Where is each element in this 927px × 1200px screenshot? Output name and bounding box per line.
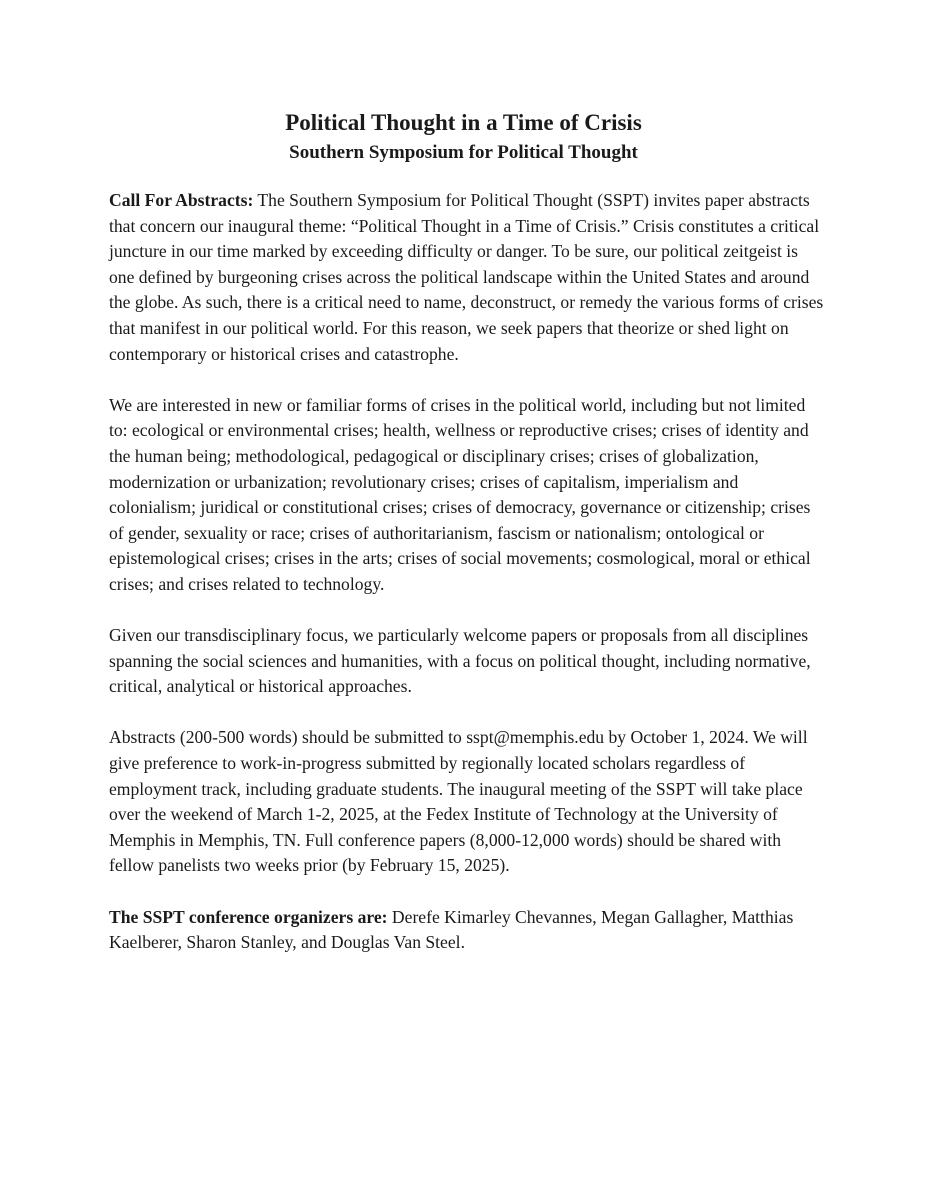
document-subtitle: Southern Symposium for Political Thought xyxy=(289,142,638,163)
paragraph-lead: Call For Abstracts: xyxy=(109,190,254,210)
paragraph-organizers xyxy=(109,905,825,956)
paragraph-text: Derefe Kimarley Chevannes, Megan Gallagher, Matthias Kaelberer, Sharon Stanley, and Douglas Van Steel. xyxy=(109,906,794,953)
paragraph-topics xyxy=(109,393,825,598)
document-title: Political Thought in a Time of Crisis xyxy=(285,110,642,135)
paragraph-text: The Southern Symposium for Political Thought (SSPT) invites paper abstracts that concern our inaugural theme: “Political Thought in a Time of Crisis.” Crisis constitutes a critical juncture in our time marked by exceeding difficulty or danger. To be sure, our political zeitgeist is one defined by burgeoning crises across the political landscape within the United States and around the globe. As such, there is a critical need to name, deconstruct, or remedy the various forms of crises that manifest in our political world. For this reason, we seek papers that theorize or shed light on contemporary or historical crises and catastrophe. xyxy=(109,190,824,364)
document-body xyxy=(109,188,825,981)
paragraph-lead: The SSPT conference organizers are: xyxy=(109,906,388,927)
paragraph-text: We are interested in new or familiar forms of crises in the political world, including but not limited to: ecological or environmental crises; health, wellness or reproductive crises; crises of identity and the human being; methodological, pedagogical or disciplinary crises; crises of globalization, modernization or urbanization; revolutionary crises; crises of capitalism, imperialism and colonialism; juridical or constitutional crises; crises of democracy, governance or citizenship; crises of gender, sexuality or race; crises of authoritarianism, fascism or nationalism; ontological or epistemological crises; crises in the arts; crises of social movements; cosmological, moral or ethical crises; and crises related to technology. xyxy=(109,394,811,594)
paragraph-focus xyxy=(109,623,825,700)
paragraph-call-for-abstracts xyxy=(109,188,825,367)
paragraph-text: Given our transdisciplinary focus, we particularly welcome papers or proposals from all disciplines spanning the social sciences and humanities, with a focus on political thought, including normative, critical, analytical or historical approaches. xyxy=(109,625,811,697)
paragraph-submission xyxy=(109,725,825,879)
paragraph-text: Abstracts (200-500 words) should be submitted to sspt@memphis.edu by October 1, 2024. We will give preference to work-in-progress submitted by regionally located scholars regardless of employment track, including graduate students. The inaugural meeting of the SSPT will take place over the weekend of March 1-2, 2025, at the Fedex Institute of Technology at the University of Memphis in Memphis, TN. Full conference papers (8,000-12,000 words) should be shared with fellow panelists two weeks prior (by February 15, 2025). xyxy=(109,727,808,876)
